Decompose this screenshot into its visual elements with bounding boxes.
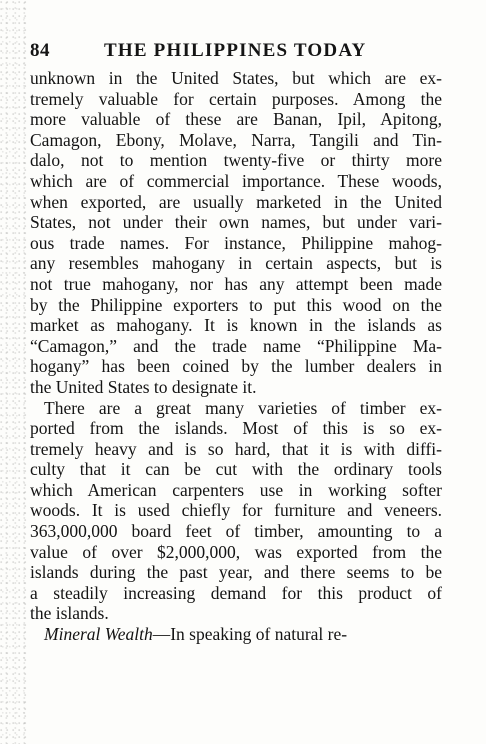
text-line: tremely heavy and is so hard, that it is with diffi-	[30, 438, 442, 459]
text-line: States, not under their own names, but under vari-	[30, 212, 442, 233]
text-line: dalo, not to mention twenty-five or thirty more	[30, 150, 442, 171]
text-line: by the Philippine exporters to put this wood on the	[30, 294, 442, 315]
text-line: market as mahogany. It is known in the islands as	[30, 315, 442, 336]
text-line: islands during the past year, and there seems to be	[30, 562, 442, 583]
text-line: the islands.	[30, 603, 109, 624]
text-line: ported from the islands. Most of this is so ex-	[30, 418, 442, 439]
text-line: value of over $2,000,000, was exported from the	[30, 541, 442, 562]
text-line: the United States to designate it.	[30, 376, 257, 397]
text-line: when exported, are usually marketed in the United	[30, 191, 442, 212]
final-line-rest: —In speaking of natural re-	[152, 624, 348, 645]
section-heading-mineral-wealth: Mineral Wealth	[44, 624, 153, 645]
text-line: any resembles mahogany in certain aspects, but is	[30, 253, 442, 274]
text-line: woods. It is used chiefly for furniture and veneers.	[30, 500, 442, 521]
scan-edge-noise	[0, 0, 30, 744]
text-line: tremely valuable for certain purposes. Among the	[30, 88, 442, 109]
text-line: ous trade names. For instance, Philippine mahog-	[30, 232, 442, 253]
running-title: THE PHILIPPINES TODAY	[104, 40, 367, 61]
text-line: There are a great many varieties of timber ex-	[44, 397, 442, 418]
text-line: not true mahogany, nor has any attempt been made	[30, 273, 442, 294]
text-line: a steadily increasing demand for this product of	[30, 582, 442, 603]
text-line: culty that it can be cut with the ordinary tools	[30, 459, 442, 480]
text-line: unknown in the United States, but which are ex-	[30, 68, 442, 88]
page-header	[30, 40, 440, 66]
page-number: 84	[30, 40, 50, 61]
text-line-final	[30, 624, 442, 645]
text-line: which American carpenters use in working softer	[30, 479, 442, 500]
text-line: 363,000,000 board feet of timber, amounting to a	[30, 521, 442, 542]
body-text	[30, 68, 442, 645]
text-line: “Camagon,” and the trade name “Philippine Ma-	[30, 335, 442, 356]
text-lines	[30, 68, 442, 624]
text-line: more valuable of these are Banan, Ipil, Apitong,	[30, 109, 442, 130]
text-line: Camagon, Ebony, Molave, Narra, Tangili and Tin-	[30, 129, 442, 150]
text-line: which are of commercial importance. These woods,	[30, 170, 442, 191]
text-line: hogany” has been coined by the lumber dealers in	[30, 356, 442, 377]
